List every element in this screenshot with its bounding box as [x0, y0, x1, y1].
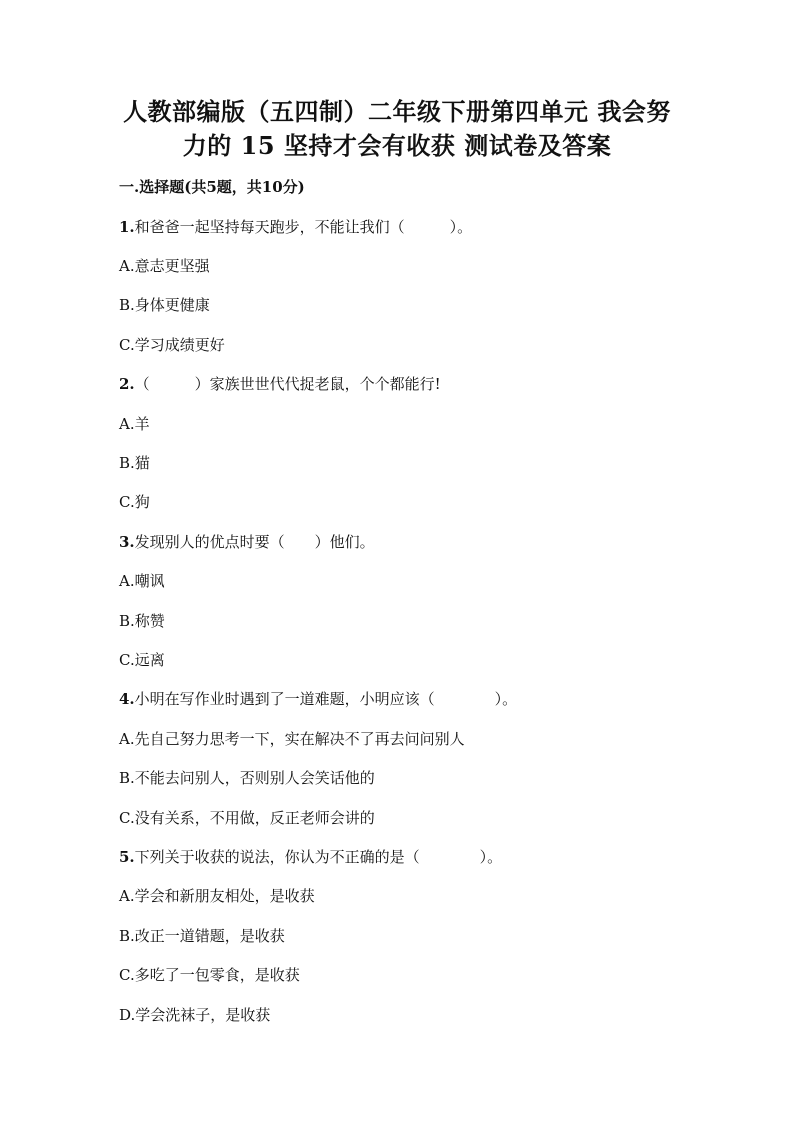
question-3-option-c: C.远离 [119, 651, 165, 669]
question-1-option-c: C.学习成绩更好 [119, 336, 225, 354]
question-text: 下列关于收获的说法，你认为不正确的是（ ）。 [134, 848, 503, 866]
question-number: 3. [119, 533, 135, 551]
question-4-option-c: C.没有关系，不用做，反正老师会讲的 [119, 809, 375, 827]
question-4-option-a: A.先自己努力思考一下，实在解决不了再去问问别人 [119, 730, 465, 748]
question-text: （ ）家族世世代代捉老鼠，个个都能行! [134, 375, 441, 393]
question-4 [119, 692, 517, 707]
question-5-option-a: A.学会和新朋友相处，是收获 [119, 887, 315, 905]
document-title-line-2: 力的 15 坚持才会有收获 测试卷及答案 [182, 131, 612, 160]
question-2 [119, 377, 441, 392]
question-2-option-b: B.猫 [119, 454, 150, 472]
question-text: 发现别人的优点时要（ ）他们。 [134, 533, 375, 551]
question-number: 4. [119, 690, 135, 708]
question-1-option-a: A.意志更坚强 [119, 257, 210, 275]
section-heading: 一.选择题(共5题，共10分) [119, 178, 305, 196]
question-5 [119, 850, 502, 865]
question-2-option-a: A.羊 [119, 415, 150, 433]
question-1-option-b: B.身体更健康 [119, 296, 210, 314]
question-4-option-b: B.不能去问别人，否则别人会笑话他的 [119, 769, 375, 787]
question-2-option-c: C.狗 [119, 493, 150, 511]
question-number: 5. [119, 848, 135, 866]
question-number: 1. [119, 218, 135, 236]
question-3-option-a: A.嘲讽 [119, 572, 165, 590]
question-1 [119, 220, 472, 235]
question-3 [119, 535, 375, 550]
document-title-line-1: 人教部编版（五四制）二年级下册第四单元 我会努 [123, 97, 671, 126]
question-3-option-b: B.称赞 [119, 612, 165, 630]
question-5-option-b: B.改正一道错题，是收获 [119, 927, 285, 945]
question-text: 和爸爸一起坚持每天跑步，不能让我们（ ）。 [134, 218, 473, 236]
question-5-option-d: D.学会洗袜子，是收获 [119, 1006, 271, 1024]
question-text: 小明在写作业时遇到了一道难题，小明应该（ ）。 [134, 690, 518, 708]
question-5-option-c: C.多吃了一包零食，是收获 [119, 966, 300, 984]
question-number: 2. [119, 375, 135, 393]
